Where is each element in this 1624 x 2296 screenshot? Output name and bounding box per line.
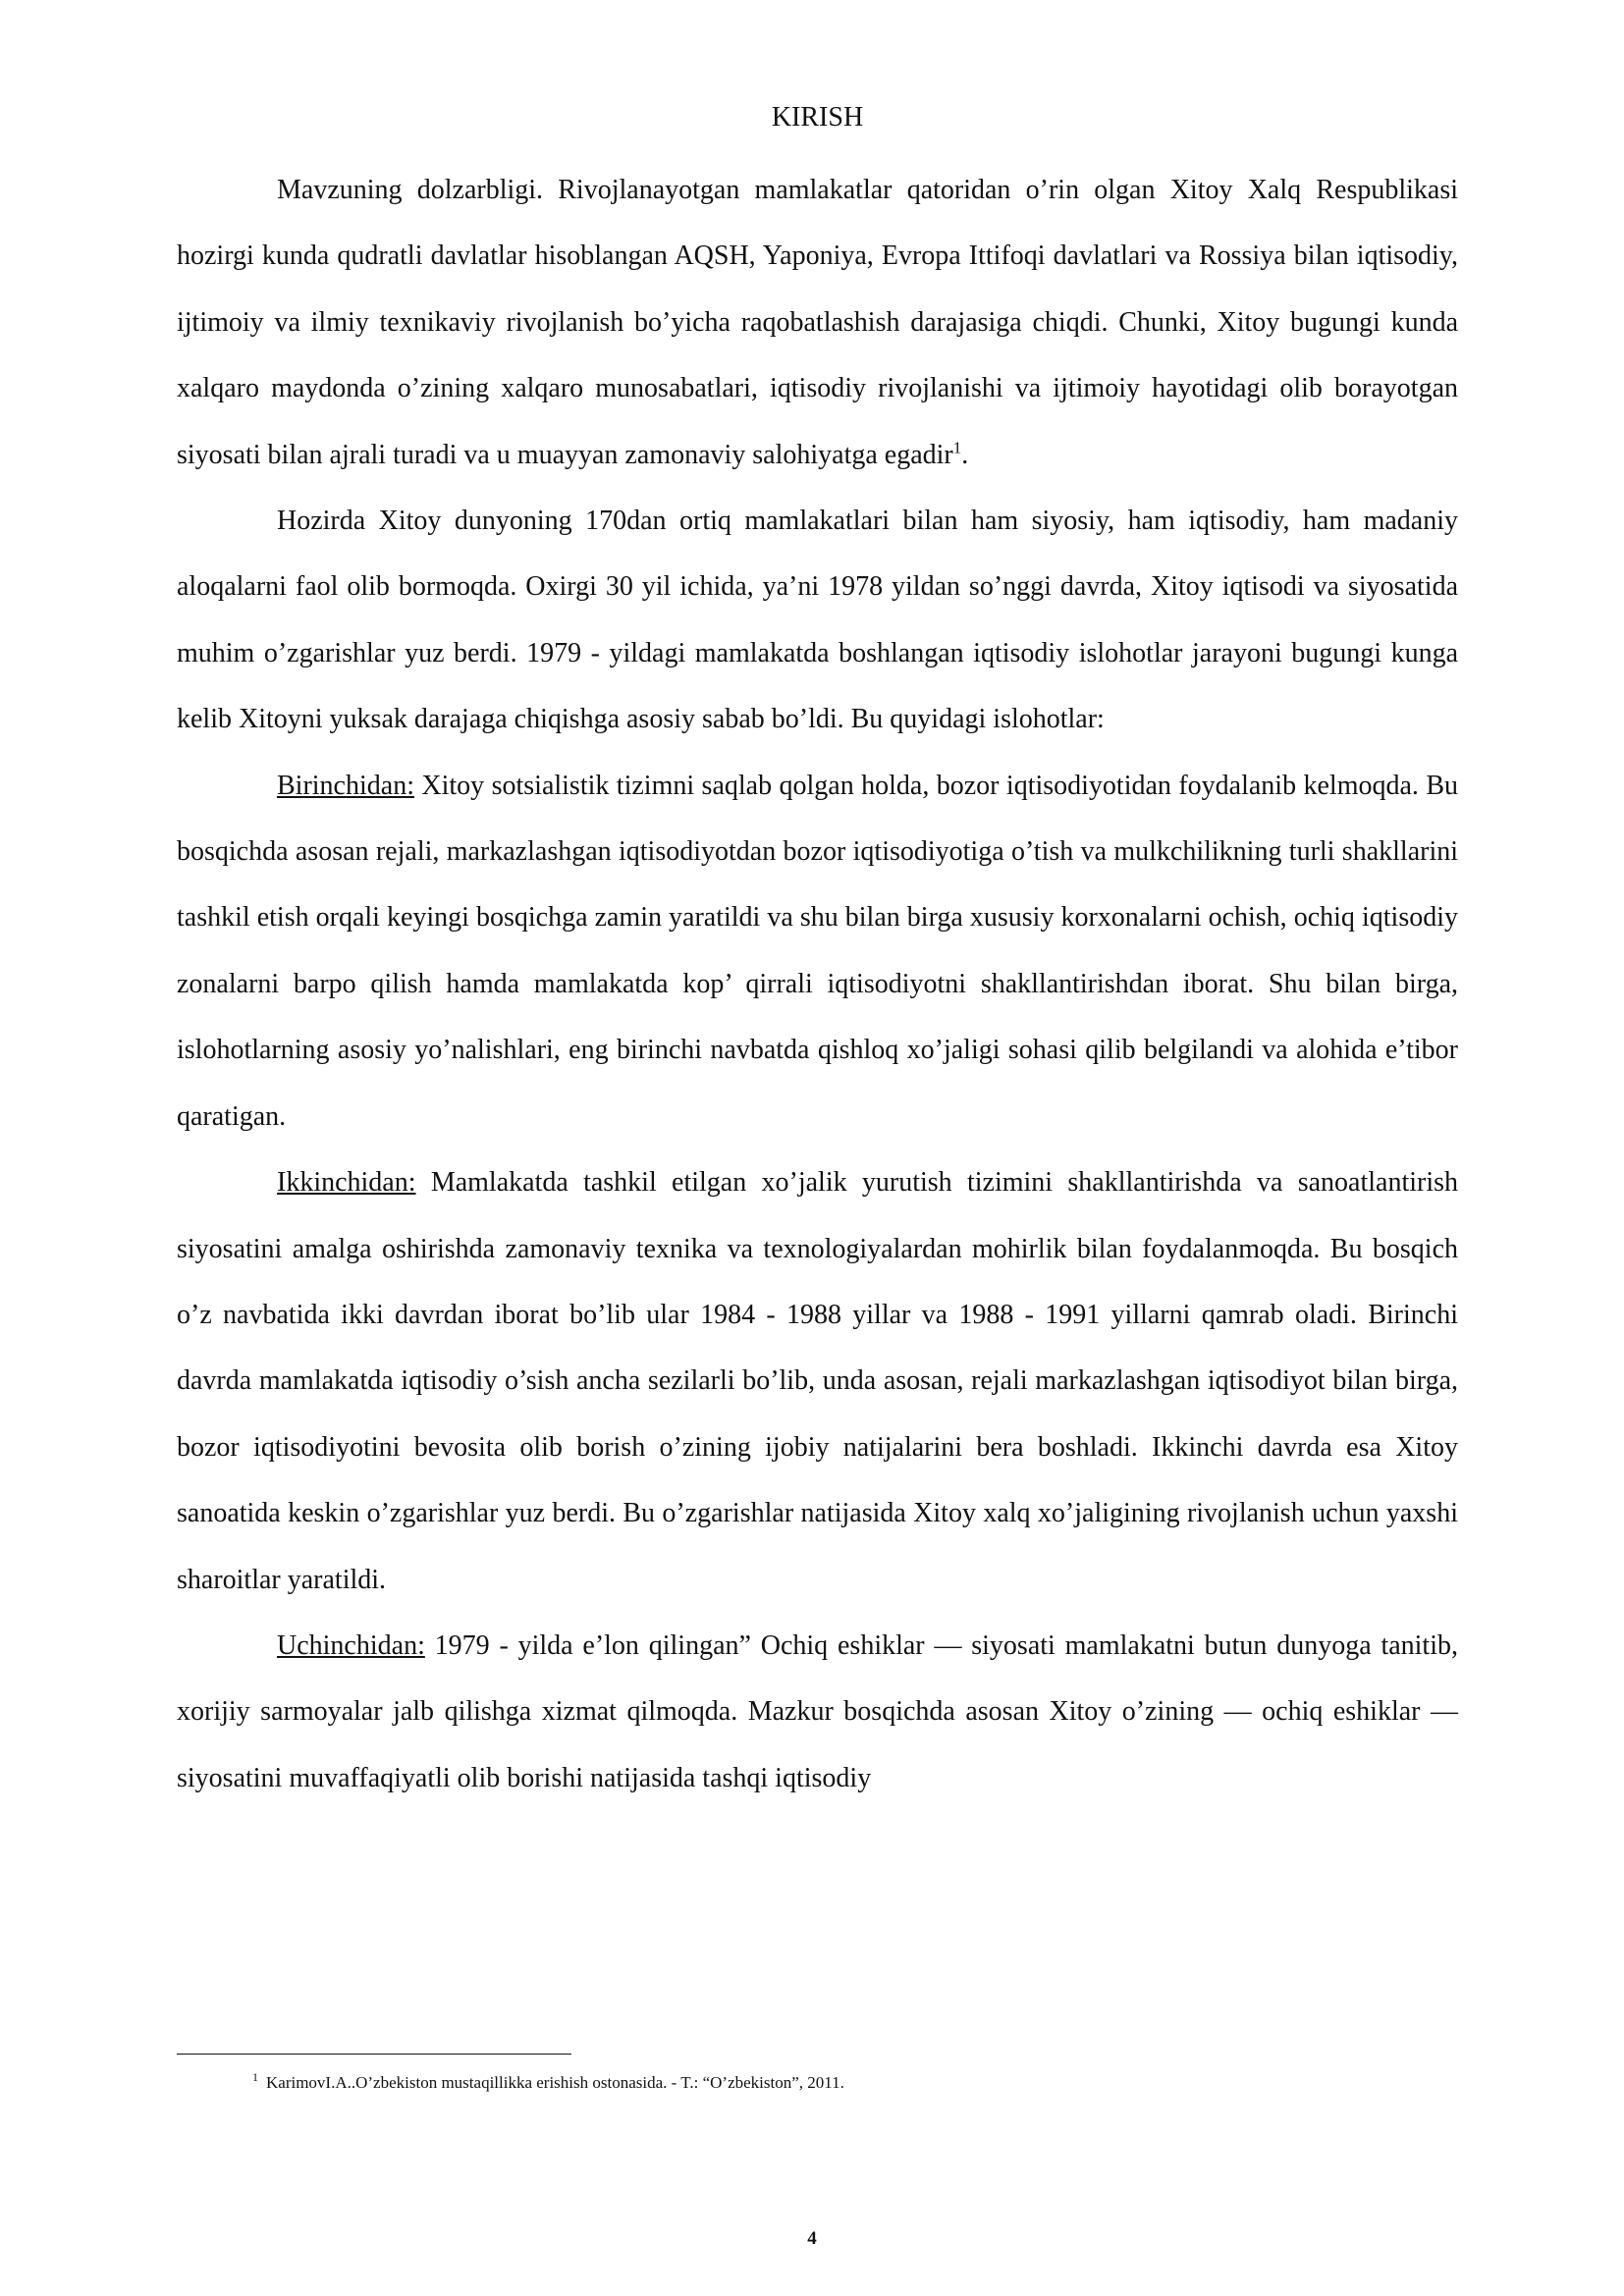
- paragraph-lead: Birinchidan:: [277, 770, 414, 801]
- paragraph-relevance: [177, 157, 1458, 488]
- body-text: [177, 157, 1458, 1811]
- paragraph-text: Mamlakatda tashkil etilgan xo’jalik yurutish tizimini shakllantirishda va sanoatlantirish siyosatini amalga oshirishda zamonaviy texnika va texnologiyalardan mohirlik bilan foydalanmoqda. Bu bosqich o’z navbatida ikki davrdan iborat bo’lib ular 1984 - 1988 yillar va 1988 - 1991 yillarni qamrab oladi. Birinchi davrda mamlakatda iqtisodiy o’sish ancha sezilarli bo’lib, unda asosan, rejali markazlashgan iqtisodiyot bilan birga, bozor iqtisodiyotini bevosita olib borish o’zining ijobiy natijalarini bera boshladi. Ikkinchi davrda esa Xitoy sanoatida keskin o’zgarishlar yuz berdi. Bu o’zgarishlar natijasida Xitoy xalq xo’jaligining rivojlanish uchun yaxshi sharoitlar yaratildi.: [177, 1167, 1458, 1595]
- paragraph-text: 1979 - yilda e’lon qilingan” Ochiq eshiklar — siyosati mamlakatni butun dunyoga tanitib, xorijiy sarmoyalar jalb qilishga xizmat qilmoqda. Mazkur bosqichda asosan Xitoy o’zining — ochiq eshiklar — siyosatini muvaffaqiyatli olib borishi natijasida tashqi iqtisodiy: [177, 1629, 1458, 1793]
- paragraph-second: [177, 1149, 1458, 1613]
- paragraph-text: Mavzuning dolzarbligi. Rivojlanayotgan mamlakatlar qatoridan o’rin olgan Xitoy Xalq Respublikasi hozirgi kunda qudratli davlatlar hisoblangan AQSH, Yaponiya, Evropa Ittifoqi davlatlari va Rossiya bilan iqtisodiy, ijtimoiy va ilmiy texnikaviy rivojlanish bo’yicha raqobatlashish darajasiga chiqdi. Chunki, Xitoy bugungi kunda xalqaro maydonda o’zining xalqaro munosabatlari, iqtisodiy rivojlanishi va ijtimoiy hayotidagi olib borayotgan siyosati bilan ajrali turadi va u muayyan zamonaviy salohiyatga egadir: [177, 175, 1458, 470]
- paragraph-lead: Ikkinchidan:: [277, 1167, 416, 1199]
- paragraph-lead: Uchinchidan:: [277, 1629, 425, 1661]
- paragraph-overview: [177, 488, 1458, 753]
- paragraph-text: Xitoy sotsialistik tizimni saqlab qolgan holda, bozor iqtisodiyotidan foydalanib kelmoqda. Bu bosqichda asosan rejali, markazlashgan iqtisodiyotdan bozor iqtisodiyotiga o’tish va mulkchilikning turli shakllarini tashkil etish orqali keyingi bosqichga zamin yaratildi va shu bilan birga xususiy korxonalarni ochish, ochiq iqtisodiy zonalarni barpo qilish hamda mamlakatda kop’ qirrali iqtisodiyotni shakllantirishdan iborat. Shu bilan birga, islohotlarning asosiy yo’nalishlari, eng birinchi navbatda qishloq xo’jaligi sohasi qilib belgilandi va alohida e’tibor qaratigan.: [177, 770, 1458, 1132]
- footnote-text: KarimovI.A..O’zbekiston mustaqillikka erishish ostonasida. - T.: “O’zbekiston”, 2011.: [266, 2073, 844, 2092]
- footnote-marker: 1: [252, 2070, 258, 2085]
- paragraph-first: [177, 753, 1458, 1149]
- footnote-reference[interactable]: 1: [952, 438, 962, 457]
- footnote: [252, 2071, 844, 2095]
- paragraph-third: [177, 1613, 1458, 1811]
- footnote-divider: [177, 2054, 571, 2055]
- paragraph-tail: .: [961, 439, 969, 470]
- page-number: 4: [807, 2228, 817, 2249]
- section-heading: KIRISH: [771, 102, 864, 133]
- paragraph-text: Hozirda Xitoy dunyoning 170dan ortiq mamlakatlari bilan ham siyosiy, ham iqtisodiy, ham madaniy aloqalarni faol olib bormoqda. Oxirgi 30 yil ichida, ya’ni 1978 yildan so’nggi davrda, Xitoy iqtisodi va siyosatida muhim o’zgarishlar yuz berdi. 1979 - yildagi mamlakatda boshlangan iqtisodiy islohotlar jarayoni bugungi kunga kelib Xitoyni yuksak darajaga chiqishga asosiy sabab bo’ldi. Bu quyidagi islohotlar:: [177, 506, 1458, 735]
